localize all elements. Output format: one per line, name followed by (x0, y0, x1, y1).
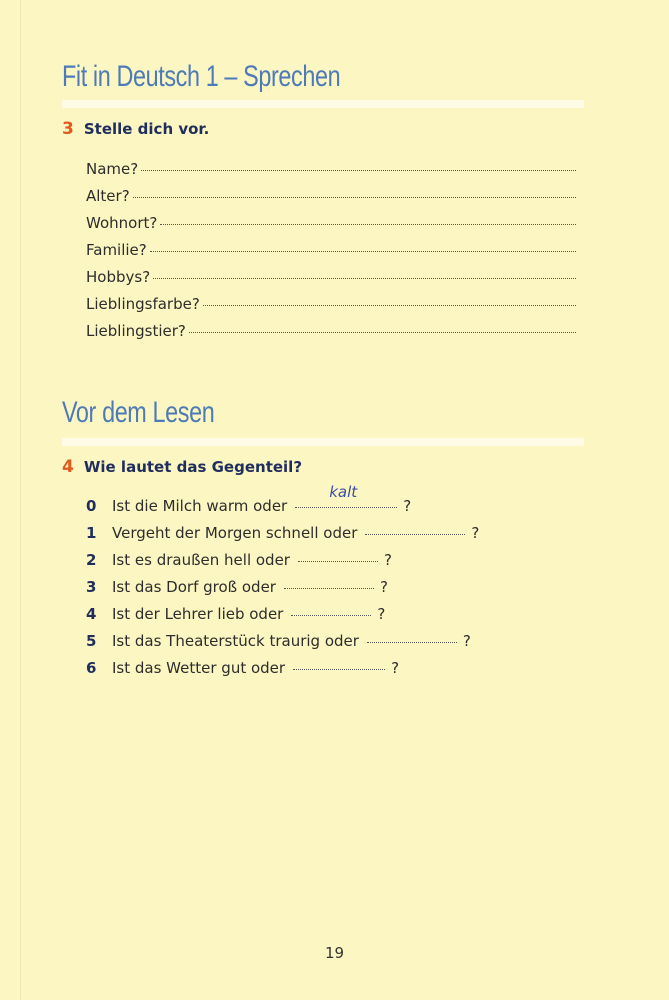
answer-line[interactable] (284, 576, 374, 589)
answer-line[interactable] (150, 239, 576, 252)
field-label: Familie? (86, 241, 147, 259)
task-instruction: Wie lautet das Gegenteil? (83, 458, 303, 476)
task-number: 4 (62, 457, 74, 477)
exercise-number: 5 (86, 632, 97, 650)
exercise-text: Ist das Theaterstück traurig oder (112, 632, 359, 650)
task-number: 3 (62, 119, 74, 139)
question-mark: ? (377, 605, 386, 623)
page-edge-line (20, 0, 21, 1000)
field-label: Alter? (86, 187, 130, 205)
section-divider-bar (62, 438, 584, 446)
exercise-row-0 (86, 483, 412, 519)
answer-line[interactable] (298, 549, 378, 562)
section-title-sprechen: Fit in Deutsch 1 – Sprechen (62, 60, 341, 93)
exercise-number: 0 (86, 497, 97, 515)
field-row-lieblingsfarbe (86, 295, 576, 317)
section-title-vor-dem-lesen: Vor dem Lesen (62, 396, 215, 429)
section-divider-bar (62, 100, 584, 108)
page-number: 19 (324, 944, 345, 962)
exercise-number: 6 (86, 659, 97, 677)
question-mark: ? (462, 632, 471, 650)
field-label: Hobbys? (86, 268, 151, 286)
question-mark: ? (391, 659, 400, 677)
field-row-wohnort (86, 214, 576, 236)
answer-line[interactable] (295, 483, 397, 508)
answer-line[interactable] (189, 320, 576, 333)
answer-line[interactable] (365, 522, 465, 535)
exercise-text: Ist die Milch warm oder (112, 497, 288, 515)
answer-line[interactable] (133, 185, 576, 198)
field-row-familie (86, 241, 576, 263)
field-label: Name? (86, 160, 139, 178)
exercise-row-5 (86, 632, 471, 654)
exercise-number: 3 (86, 578, 97, 596)
answer-line[interactable] (160, 212, 576, 225)
exercise-number: 4 (86, 605, 97, 623)
answer-line[interactable] (141, 158, 576, 171)
exercise-text: Ist das Dorf groß oder (112, 578, 276, 596)
field-label: Wohnort? (86, 214, 158, 232)
answer-line[interactable] (367, 630, 457, 643)
example-answer: kalt (329, 483, 358, 501)
task-instruction: Stelle dich vor. (83, 120, 210, 138)
field-label: Lieblingsfarbe? (86, 295, 200, 313)
task-4-heading (62, 457, 302, 477)
task-3-heading (62, 119, 209, 139)
exercise-text: Ist es draußen hell oder (112, 551, 290, 569)
exercise-number: 2 (86, 551, 97, 569)
field-row-hobbys (86, 268, 576, 290)
exercise-row-3 (86, 578, 388, 600)
answer-line[interactable] (291, 603, 371, 616)
field-row-name (86, 160, 576, 182)
question-mark: ? (403, 497, 412, 515)
field-label: Lieblingstier? (86, 322, 186, 340)
answer-line[interactable] (203, 293, 576, 306)
answer-line[interactable] (153, 266, 576, 279)
exercise-row-2 (86, 551, 392, 573)
exercise-row-6 (86, 659, 399, 681)
exercise-number: 1 (86, 524, 97, 542)
field-row-lieblingstier (86, 322, 576, 344)
field-row-alter (86, 187, 576, 209)
exercise-text: Ist das Wetter gut oder (112, 659, 286, 677)
question-mark: ? (383, 551, 392, 569)
answer-line[interactable] (293, 657, 385, 670)
question-mark: ? (379, 578, 388, 596)
exercise-row-4 (86, 605, 385, 627)
exercise-text: Ist der Lehrer lieb oder (112, 605, 284, 623)
question-mark: ? (471, 524, 480, 542)
exercise-row-1 (86, 524, 479, 546)
exercise-text: Vergeht der Morgen schnell oder (112, 524, 358, 542)
